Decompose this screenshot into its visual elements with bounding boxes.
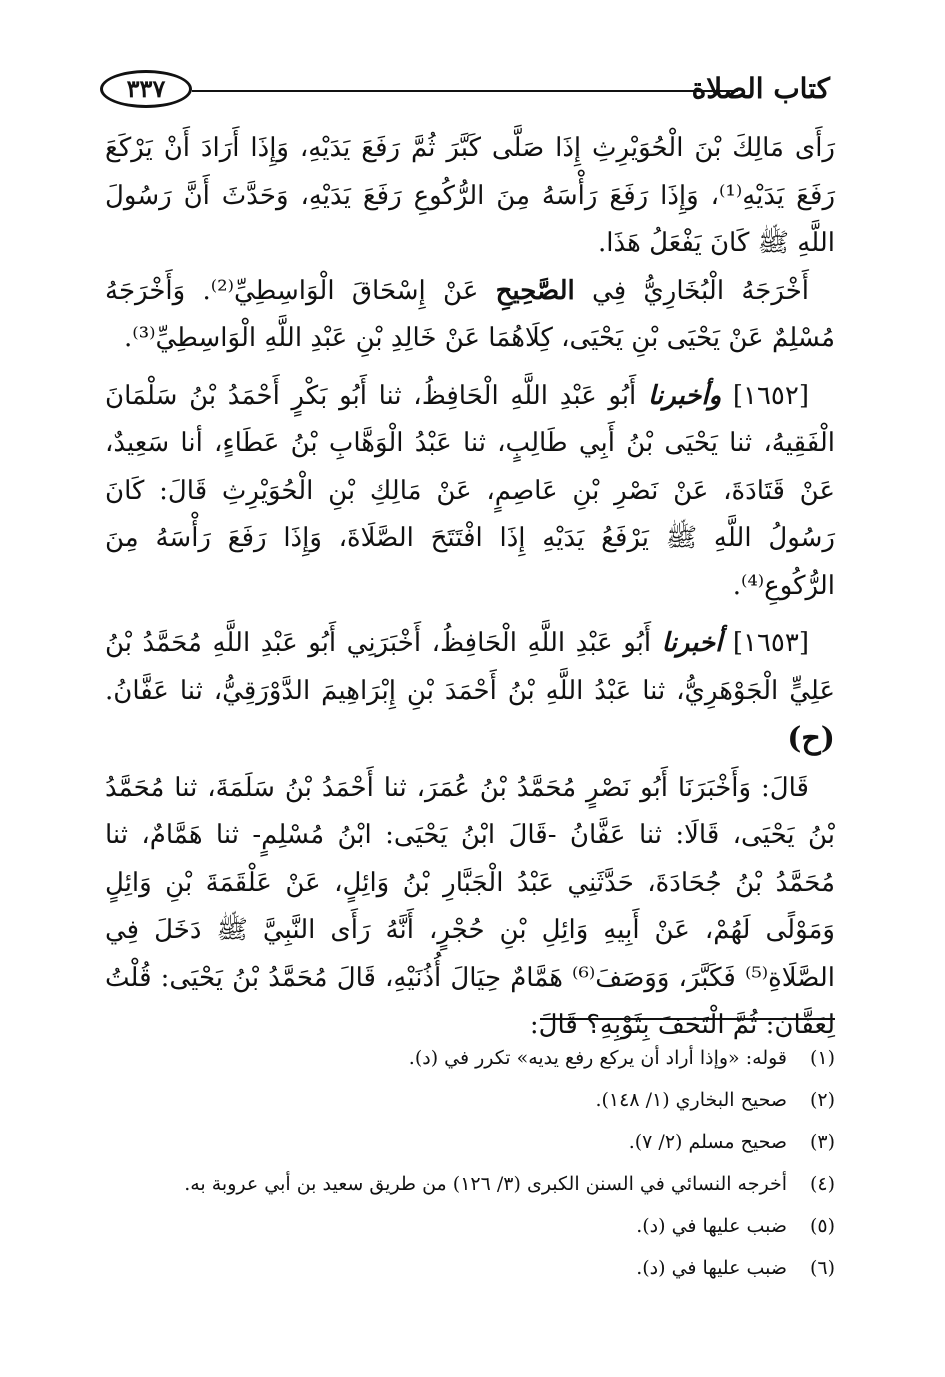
footnote-text: ضبب عليها في (د).: [636, 1257, 787, 1279]
sahih-word: الصَّحِيحِ: [495, 275, 575, 306]
paragraph-1: رَأَى مَالِكَ بْنَ الْحُوَيْرِثِ إِذَا صَلَّى كَبَّرَ ثُمَّ رَفَعَ يَدَيْهِ، وَإِذَا أَرَادَ أَنْ يَرْكَعَ رَفَعَ يَدَيْهِ⁽¹⁾، وَإِذَا رَفَعَ رَأْسَهُ مِنَ الرُّكُوعِ رَفَعَ يَدَيْهِ، وَحَدَّثَ أَنَّ رَسُولَ اللَّهِ ﷺ كَانَ يَفْعَلُ هَذَا.: [105, 133, 835, 258]
tahwil-symbol: (ح): [787, 721, 835, 756]
hadith-text-1652: أَبُو عَبْدِ اللَّهِ الْحَافِظُ، ثنا أَبُو بَكْرٍ أَحْمَدُ بْنُ سَلْمَانَ الْفَقِيهُ، ثنا يَحْيَى بْنُ أَبِي طَالِبٍ، ثنا عَبْدُ الْوَهَّابِ بْنُ عَطَاءٍ، أنا سَعِيدٌ، عَنْ قَتَادَةَ، عَنْ نَصْرِ بْنِ عَاصِمٍ، عَنْ مَالِكِ بْنِ الْحُوَيْرِثِ قَالَ: كَانَ رَسُولُ اللَّهِ ﷺ يَرْفَعُ يَدَيْهِ إِذَا افْتَتَحَ الصَّلَاةَ، وَإِذَا رَفَعَ رَأْسَهُ مِنَ الرُّكُوعِ⁽⁴⁾.: [105, 380, 835, 601]
footnote-separator: [540, 1018, 835, 1020]
footnote-number: (٣): [809, 1131, 835, 1153]
footnote-4: [105, 1163, 835, 1205]
footnote-2: [105, 1079, 835, 1121]
paragraph-2: [105, 268, 835, 363]
hadith-number-1653: [١٦٥٣]: [732, 628, 809, 658]
hadith-1653: [105, 620, 835, 765]
footnote-number: (٦): [809, 1257, 835, 1279]
footnote-1: [105, 1037, 835, 1079]
hadith-1652: [105, 373, 835, 611]
footnote-text: ضبب عليها في (د).: [636, 1215, 787, 1237]
paragraph-4: قَالَ: وَأَخْبَرَنَا أَبُو نَصْرٍ مُحَمَّدُ بْنُ عُمَرَ، ثنا أَحْمَدُ بْنُ سَلَمَةَ، ثنا مُحَمَّدُ بْنُ يَحْيَى، قَالَا: ثنا عَفَّانُ -قَالَ ابْنُ يَحْيَى: ابْنُ مُسْلِمٍ- ثنا هَمَّامٌ، ثنا مُحَمَّدُ بْنُ جُحَادَةَ، حَدَّثَنِي عَبْدُ الْجَبَّارِ بْنُ وَائِلٍ، عَنْ عَلْقَمَةَ بْنِ وَائِلٍ وَمَوْلًى لَهُمْ، عَنْ أَبِيهِ وَائِلِ بْنِ حُجْرٍ، أَنَّهُ رَأَى النَّبِيَّ ﷺ دَخَلَ فِي الصَّلَاةِ⁽⁵⁾ فَكَبَّرَ، وَوَصَفَ⁽⁶⁾ هَمَّامٌ حِيَالَ أُذُنَيْهِ، قَالَ مُحَمَّدُ بْنُ يَحْيَى: قُلْتُ لِعَفَّانَ: ثُمَّ الْتَحَفَ بِثَوْبِهِ؟ قَالَ:: [105, 772, 835, 1040]
footnotes: [105, 1037, 835, 1289]
footnote-text: أخرجه النسائي في السنن الكبرى (٣/ ١٢٦) من طريق سعيد بن أبي عروبة به.: [184, 1173, 787, 1195]
footnote-text: قوله: «وإذا أراد أن يركع رفع يديه» تكرر في (د).: [408, 1047, 787, 1069]
footnote-5: [105, 1205, 835, 1247]
footnote-number: (١): [809, 1047, 835, 1069]
chapter-title: كتاب الصلاة: [691, 72, 830, 105]
paragraph-2-end: عَنْ إِسْحَاقَ الْوَاسِطِيِّ⁽²⁾. وَأَخْرَجَهُ مُسْلِمٌ عَنْ يَحْيَى بْنِ يَحْيَى، كِلَاهُمَا عَنْ خَالِدِ بْنِ عَبْدِ اللَّهِ الْوَاسِطِيِّ⁽³⁾.: [105, 275, 835, 353]
page-number: ٣٣٧: [100, 70, 192, 108]
hadith-number-1652: [١٦٥٢]: [732, 380, 810, 411]
footnote-text: صحيح مسلم (٢/ ٧).: [628, 1131, 787, 1153]
main-text: [105, 125, 835, 1050]
paragraph-2-start: أَخْرَجَهُ الْبُخَارِيُّ فِي: [574, 275, 809, 306]
footnote-text: صحيح البخاري (١/ ١٤٨).: [595, 1089, 787, 1111]
header-rule: [192, 90, 738, 92]
footnote-number: (٤): [809, 1173, 835, 1195]
footnote-number: (٥): [809, 1215, 835, 1237]
footnote-6: [105, 1247, 835, 1289]
isnad-word-1653: أخبرنا: [661, 628, 723, 658]
footnote-number: (٢): [809, 1089, 835, 1111]
hadith-text-1653: أَبُو عَبْدِ اللَّهِ الْحَافِظُ، أَخْبَرَنِي أَبُو عَبْدِ اللَّهِ مُحَمَّدُ بْنُ عَلِيٍّ الْجَوْهَرِيُّ، ثنا عَبْدُ اللَّهِ بْنُ أَحْمَدَ بْنِ إِبْرَاهِيمَ الدَّوْرَقِيُّ، ثنا عَفَّانُ.: [105, 628, 835, 706]
page-header: [100, 66, 830, 116]
footnote-3: [105, 1121, 835, 1163]
isnad-word-1652: وأخبرنا: [647, 380, 722, 411]
